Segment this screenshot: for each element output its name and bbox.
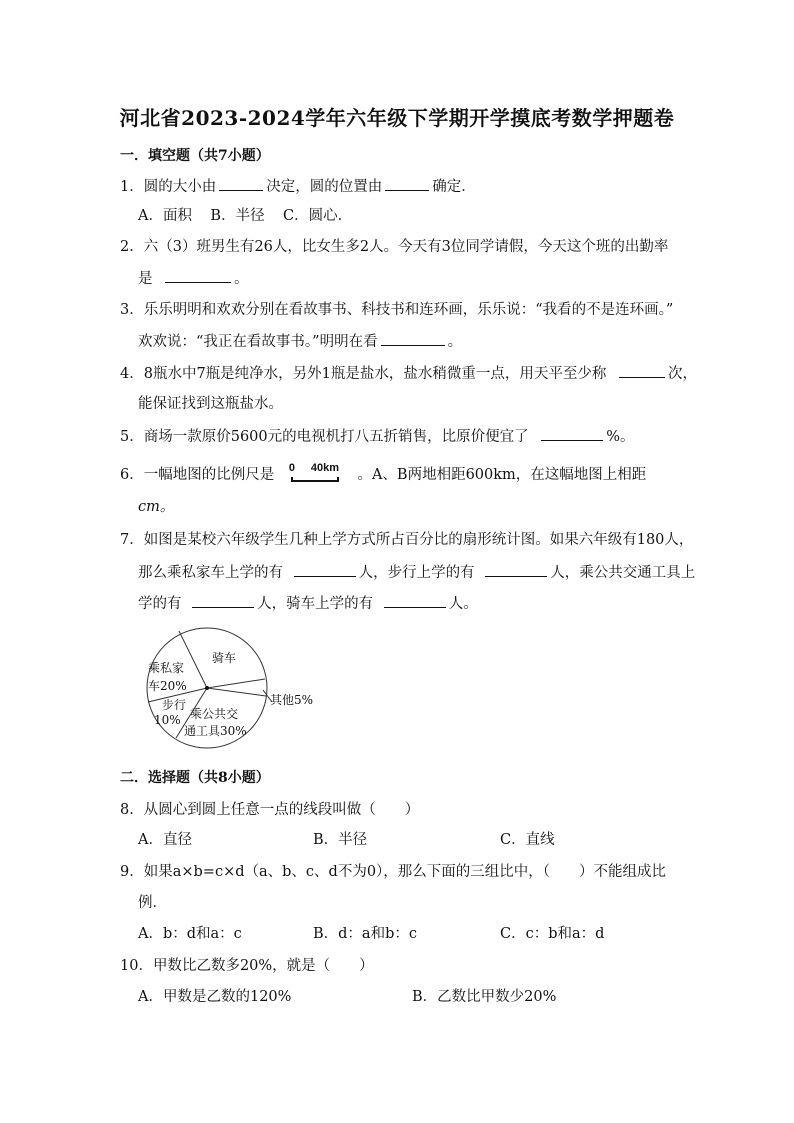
question-2-line2 <box>138 268 249 289</box>
q5-text: 5．商场一款原价5600元的电视机打八五折销售，比原价便宜了 <box>120 429 529 445</box>
q7-text: 人，骑车上学的有 <box>257 596 374 612</box>
q1-text-b: 决定，圆的位置由 <box>266 179 383 195</box>
answer-blank[interactable] <box>294 562 356 577</box>
map-scale-bar <box>288 462 343 485</box>
q1-options: A．面积 B．半径 C．圆心． <box>138 208 353 224</box>
page-title: 河北省2023-2024学年六年级下学期开学摸底考数学押题卷 <box>119 106 675 130</box>
answer-blank[interactable] <box>485 562 547 577</box>
pie-divider-gongjiao-qita <box>207 688 266 696</box>
pie-label-qiche: 骑车 <box>212 651 237 665</box>
scale-distance-label: 40km <box>310 462 339 474</box>
question-9: 9．如果a×b=c×d（a、b、c、d不为0），那么下面的三组比中，（ ）不能组成比 <box>120 864 667 880</box>
question-3-line2 <box>138 331 462 352</box>
pie-label-gongjiao-1: 乘公共交 <box>190 707 239 721</box>
question-5 <box>120 426 635 447</box>
pie-label-qita: 其他5% <box>270 693 314 707</box>
question-2: 2．六（3）班男生有26人，比女生多2人。今天有3位同学请假，今天这个班的出勤率 <box>120 239 669 255</box>
question-1 <box>120 176 476 197</box>
pie-label-siji-1: 乘私家 <box>148 661 185 675</box>
pie-label-siji-2: 车20% <box>148 679 187 693</box>
question-3: 3．乐乐明明和欢欢分别在看故事书、科技书和连环画，乐乐说：“我看的不是连环画。” <box>120 302 674 318</box>
q8-option-a[interactable]: A．直径 <box>138 832 192 848</box>
pie-center <box>205 686 209 690</box>
q7-text: 那么乘私家车上学的有 <box>138 565 283 581</box>
answer-blank[interactable] <box>192 593 254 608</box>
q9-option-c[interactable]: C．c：b和a：d <box>500 926 605 942</box>
q9-option-b[interactable]: B．d：a和b：c <box>313 926 417 942</box>
pie-label-gongjiao-2: 通工具30% <box>184 724 247 738</box>
question-6-line2: cm。 <box>138 499 175 515</box>
q7-text: 人。 <box>448 596 478 612</box>
pie-label-buxing-1: 步行 <box>162 698 187 712</box>
section-multiple-choice: 二．选择题（共8小题） <box>120 770 270 786</box>
q3-end: 。 <box>447 334 463 350</box>
question-6 <box>120 462 647 485</box>
question-7: 7．如图是某校六年级学生几种上学方式所占百分比的扇形统计图。如果六年级有180人， <box>120 532 694 548</box>
question-4 <box>120 363 697 384</box>
q2-text: 是 <box>138 271 153 287</box>
q7-text: 人，步行上学的有 <box>358 565 475 581</box>
q2-end: 。 <box>234 271 249 287</box>
q8-option-c[interactable]: C．直线 <box>500 832 555 848</box>
q6-text: 6．一幅地图的比例尺是 <box>120 467 275 483</box>
q4-text: 4．8瓶水中7瓶是纯净水，另外1瓶是盐水，盐水稍微重一点，用天平至少称 <box>120 366 607 382</box>
q1-text-c: 确定． <box>432 179 476 195</box>
question-9-line2: 例． <box>138 895 167 911</box>
answer-blank[interactable] <box>619 363 665 378</box>
section-fill-in: 一．填空题（共7小题） <box>120 148 270 164</box>
question-8: 8．从圆心到圆上任意一点的线段叫做（ ） <box>120 802 420 818</box>
answer-blank[interactable] <box>219 176 263 191</box>
answer-blank[interactable] <box>385 176 429 191</box>
q8-option-b[interactable]: B．半径 <box>313 832 368 848</box>
q7-text: 人，乘公共交通工具上 <box>550 565 696 581</box>
answer-blank[interactable] <box>165 268 231 283</box>
q6-text-b: 。A、B两地相距600km，在这幅地图上相距 <box>357 467 647 483</box>
q5-end: %。 <box>606 429 635 445</box>
question-4-line2: 能保证找到这瓶盐水。 <box>138 396 283 412</box>
question-7-line3 <box>138 593 478 614</box>
q1-text-a: 1．圆的大小由 <box>120 179 217 195</box>
pie-divider-qita-qiche <box>207 679 265 688</box>
q3-text: 欢欢说：“我正在看故事书。”明明在看 <box>138 334 378 350</box>
pie-label-buxing-2: 10% <box>154 713 181 727</box>
question-7-line2 <box>138 562 695 583</box>
pie-chart <box>140 622 330 752</box>
q4-text-b: 次， <box>668 366 698 382</box>
answer-blank[interactable] <box>541 426 603 441</box>
scale-line <box>291 477 339 482</box>
q10-option-a[interactable]: A．甲数是乙数的120% <box>138 989 292 1005</box>
q7-text: 学的有 <box>138 596 182 612</box>
answer-blank[interactable] <box>384 593 446 608</box>
scale-zero-label: 0 <box>288 462 295 474</box>
answer-blank[interactable] <box>381 331 445 346</box>
question-10: 10．甲数比乙数多20%，就是（ ） <box>120 958 374 974</box>
q10-option-b[interactable]: B．乙数比甲数少20% <box>412 989 557 1005</box>
q9-option-a[interactable]: A．b：d和a：c <box>138 926 242 942</box>
